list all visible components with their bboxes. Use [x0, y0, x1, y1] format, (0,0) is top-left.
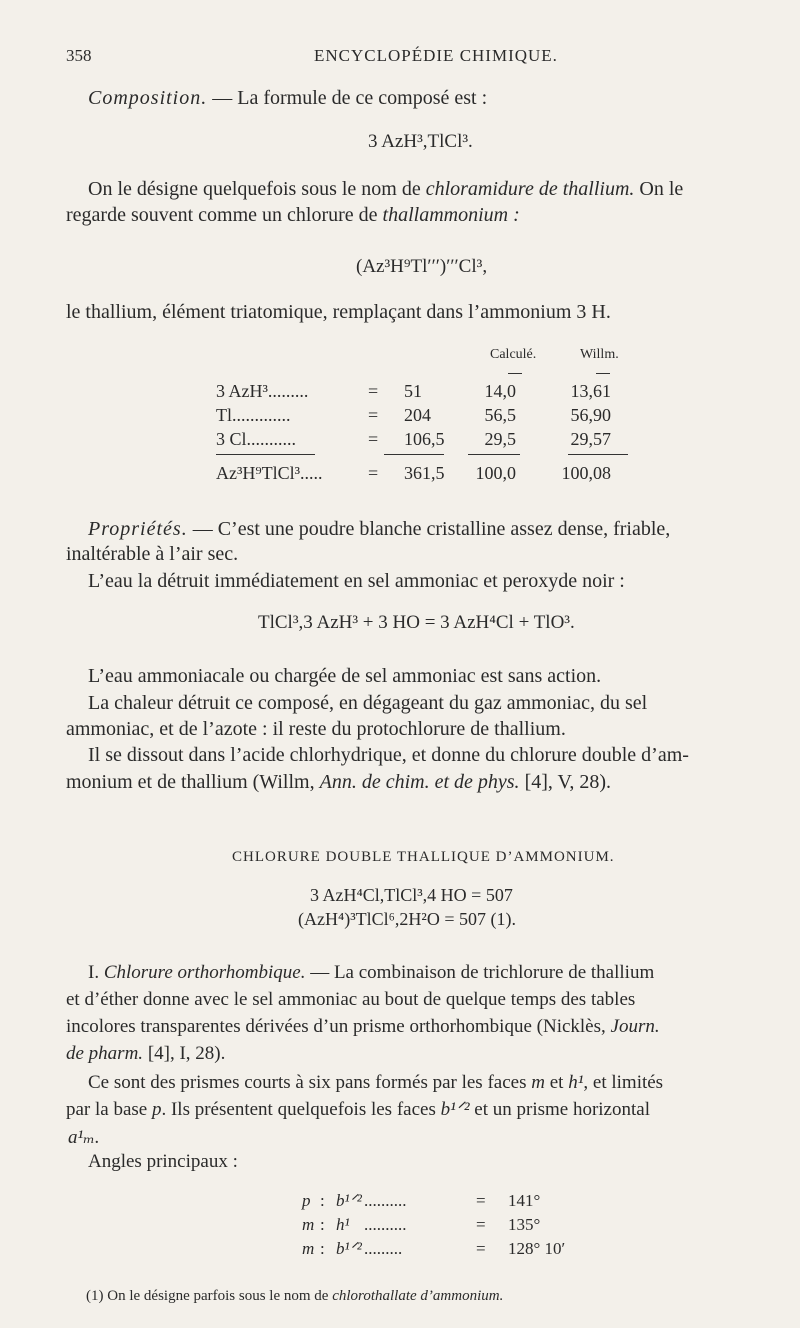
- composition-intro: [88, 85, 487, 112]
- section-2-line2: [66, 1096, 650, 1123]
- row-label: 3 Cl...........: [216, 428, 297, 449]
- composition-heading: Composition.: [88, 87, 208, 109]
- row-value: 204: [404, 404, 431, 425]
- text: et un prisme horizontal: [469, 1099, 650, 1120]
- row-calc: 14,0: [484, 380, 516, 401]
- section-title: CHLORURE DOUBLE THALLIQUE D’AMMONIUM.: [232, 849, 615, 865]
- proprietes-line1: [88, 516, 670, 543]
- col-dash-calc: [508, 373, 522, 374]
- table-sum-rule: [468, 454, 520, 455]
- proprietes-line3: L’eau la détruit immédiatement en sel ammoniac et peroxyde noir :: [88, 570, 625, 592]
- section-1-line2: et d’éther donne avec le sel ammoniac au bout de quelque temps des tables: [66, 989, 636, 1010]
- angle-eq: =: [476, 1191, 486, 1210]
- page-number: 358: [66, 46, 92, 65]
- text: incolores transparentes dérivées d’un prisme orthorhombique (Nicklès,: [66, 1016, 611, 1037]
- compound-name: chloramidure de thallium.: [425, 178, 635, 200]
- text: — C’est une poudre blanche cristalline assez dense, friable,: [187, 518, 671, 540]
- text: , et limités: [583, 1072, 664, 1093]
- total-eq: =: [368, 462, 379, 483]
- text: [4], V, 28).: [519, 771, 612, 793]
- angle-sep: :: [320, 1215, 325, 1234]
- angle-a: m: [302, 1239, 315, 1258]
- row-willm: 56,90: [570, 404, 611, 425]
- angle-sep: :: [320, 1191, 325, 1210]
- proprietes-line7: Il se dissout dans l’acide chlorhydrique, et donne du chlorure double d’am-: [88, 744, 689, 766]
- composition-intro-text: — La formule de ce composé est :: [207, 87, 488, 109]
- section-1-line4: [66, 1040, 225, 1067]
- total-value: 361,5: [404, 462, 445, 483]
- table-row: [216, 427, 611, 451]
- table-sum-rule: [384, 454, 444, 455]
- journal-reference: Ann. de chim. et de phys.: [319, 771, 520, 793]
- composition-paragraph-line2: [66, 202, 520, 229]
- journal-reference: Journ.: [610, 1016, 660, 1037]
- section-1-line1: [88, 959, 654, 986]
- table-sum-rule: [568, 454, 628, 455]
- angle-b: b¹ᐟ²: [336, 1191, 362, 1210]
- section-heading: Chlorure orthorhombique.: [103, 962, 306, 983]
- row-eq: =: [368, 380, 379, 401]
- col-dash-willm: [596, 373, 610, 374]
- total-willm: 100,08: [561, 462, 611, 483]
- table-row: [216, 403, 611, 427]
- text: monium et de thallium (Willm,: [66, 771, 320, 793]
- composition-formula-2: (Az³H⁹Tl′′′)′′′Cl³,: [356, 256, 488, 277]
- section-2-line1: [88, 1069, 663, 1096]
- section-2-line3: a¹ₘ.: [68, 1127, 100, 1148]
- chlorure-formula-1: 3 AzH⁴Cl,TlCl³,4 HO = 507: [310, 885, 513, 905]
- angle-b: h¹: [336, 1215, 350, 1234]
- table-sum-rule: [216, 454, 315, 455]
- angle-dots: ..........: [364, 1191, 407, 1210]
- journal-reference: de pharm.: [66, 1043, 144, 1064]
- row-eq: =: [368, 428, 379, 449]
- section-1-line3: [66, 1013, 660, 1040]
- angle-sep: :: [320, 1239, 325, 1258]
- row-calc: 56,5: [484, 404, 516, 425]
- row-eq: =: [368, 404, 379, 425]
- angle-value: 135°: [508, 1215, 541, 1234]
- footnote-name: chlorothallate d’ammonium.: [332, 1288, 504, 1304]
- col-header-willm: Willm.: [580, 347, 619, 362]
- angles-heading: Angles principaux :: [88, 1151, 238, 1172]
- text: Ce sont des prismes courts à six pans formés par les faces: [88, 1072, 532, 1093]
- text: — La combinaison de trichlorure de thallium: [305, 962, 655, 983]
- angles-table: [300, 1188, 567, 1262]
- section-number: I.: [88, 962, 100, 983]
- angle-row: [302, 1190, 565, 1212]
- text: par la base: [66, 1099, 152, 1120]
- proprietes-line4: L’eau ammoniacale ou chargée de sel ammoniac est sans action.: [88, 665, 602, 687]
- proprietes-line2: inaltérable à l’air sec.: [66, 543, 239, 565]
- text: On le désigne quelquefois sous le nom de: [88, 178, 426, 200]
- row-value: 51: [404, 380, 422, 401]
- row-willm: 13,61: [570, 380, 611, 401]
- face-symbol: b¹ᐟ²: [440, 1099, 470, 1120]
- angle-value: 128° 10′: [508, 1239, 566, 1258]
- total-label: Az³H⁹TlCl³.....: [216, 462, 323, 483]
- composition-table: [216, 379, 611, 485]
- angle-dots: ..........: [364, 1215, 407, 1234]
- proprietes-heading: Propriétés.: [88, 518, 188, 540]
- composition-paragraph-line1: [88, 176, 683, 203]
- table-row: [216, 379, 611, 403]
- proprietes-line5: La chaleur détruit ce composé, en dégageant du gaz ammoniac, du sel: [88, 692, 648, 714]
- angle-a: m: [302, 1215, 315, 1234]
- text: . Ils présentent quelquefois les faces: [161, 1099, 441, 1120]
- face-symbol: h¹: [568, 1072, 584, 1093]
- composition-paragraph-2: le thallium, élément triatomique, remplaçant dans l’ammonium 3 H.: [66, 301, 611, 323]
- proprietes-line6: ammoniac, et de l’azote : il reste du protochlorure de thallium.: [66, 718, 566, 740]
- face-symbol: p: [151, 1099, 162, 1120]
- running-title: ENCYCLOPÉDIE CHIMIQUE.: [314, 46, 558, 65]
- compound-name: thallammonium :: [382, 204, 520, 226]
- angle-eq: =: [476, 1215, 486, 1234]
- total-calc: 100,0: [475, 462, 516, 483]
- text: On le: [634, 178, 684, 200]
- footnote: [86, 1288, 503, 1305]
- angle-a: p: [302, 1191, 311, 1210]
- text: et: [544, 1072, 569, 1093]
- angle-row: [302, 1238, 565, 1260]
- row-label: 3 AzH³.........: [216, 380, 309, 401]
- chlorure-formula-2: (AzH⁴)³TlCl⁶,2H²O = 507 (1).: [298, 909, 516, 929]
- text: regarde souvent comme un chlorure de: [66, 204, 383, 226]
- reaction-formula: TlCl³,3 AzH³ + 3 HO = 3 AzH⁴Cl + TlO³.: [258, 612, 575, 633]
- table-row-total: [216, 451, 611, 485]
- proprietes-line8: [66, 769, 611, 796]
- row-label: Tl.............: [216, 404, 291, 425]
- row-value: 106,5: [404, 428, 445, 449]
- angle-value: 141°: [508, 1191, 541, 1210]
- face-symbol: m: [531, 1072, 545, 1093]
- angle-eq: =: [476, 1239, 486, 1258]
- text: On le désigne parfois sous le nom de: [103, 1288, 333, 1304]
- angle-b: b¹ᐟ²: [336, 1239, 362, 1258]
- composition-formula: 3 AzH³,TlCl³.: [368, 131, 473, 152]
- text: [4], I, 28).: [143, 1043, 226, 1064]
- angle-dots: .........: [364, 1239, 403, 1258]
- row-calc: 29,5: [484, 428, 516, 449]
- angle-row: [302, 1214, 565, 1236]
- footnote-number: (1): [86, 1288, 104, 1304]
- row-willm: 29,57: [570, 428, 611, 449]
- col-header-calcule: Calculé.: [490, 347, 537, 362]
